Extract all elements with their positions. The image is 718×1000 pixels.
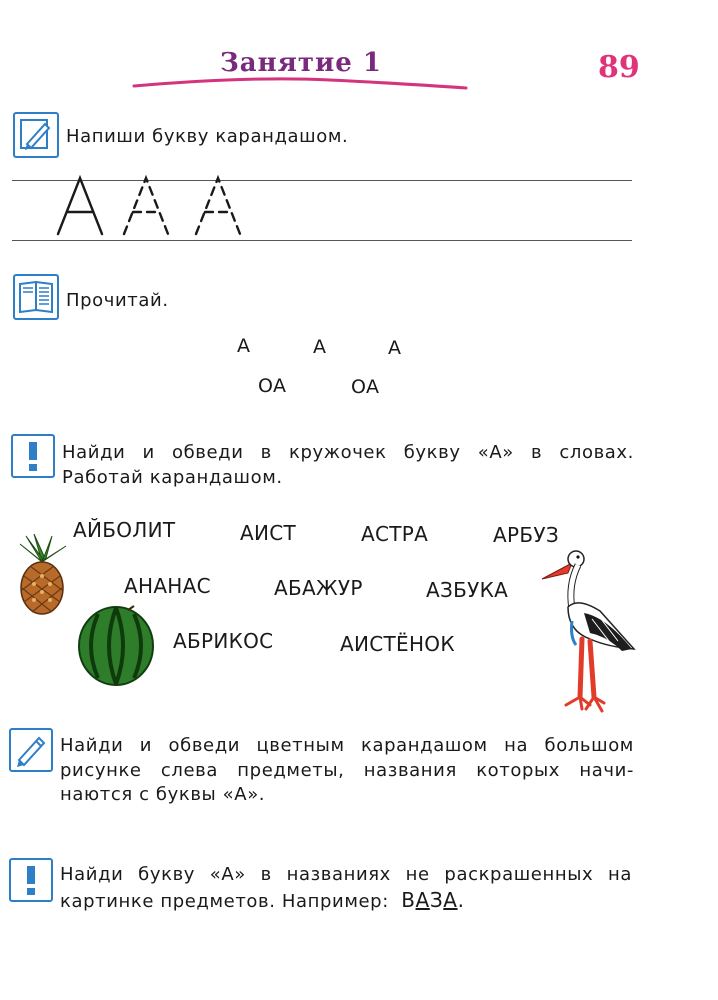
word-aist: АИСТ	[240, 521, 297, 545]
task-4-instruction-line-2: рисунке слева предметы, названия которых начи-	[60, 760, 634, 781]
task-4-instruction-line-3: наются с буквы «А».	[60, 784, 266, 805]
exclamation-icon	[11, 434, 55, 478]
open-book-icon	[13, 274, 59, 320]
example-period: .	[457, 888, 465, 912]
word-abazhur: АБАЖУР	[274, 576, 363, 600]
example-letter: В	[401, 888, 416, 912]
word-aibolit: АЙБОЛИТ	[73, 518, 176, 542]
example-letter: З	[429, 888, 444, 912]
reading-letter: А	[237, 335, 250, 357]
reading-syllable: ОА	[351, 376, 379, 398]
word-azbuka: АЗБУКА	[426, 578, 509, 602]
example-letter-a-underlined: А	[415, 888, 430, 912]
lesson-title: Занятие 1	[220, 48, 382, 78]
letter-a-writing-sample	[50, 172, 260, 238]
task-3-instruction-line-1: Найди и обведи в кружочек букву «А» в словах.	[62, 442, 634, 463]
word-astra: АСТРА	[361, 522, 429, 546]
pencil-icon	[9, 728, 53, 772]
word-arbuz: АРБУЗ	[493, 523, 559, 547]
watermelon-icon	[76, 604, 156, 688]
writing-line-bottom	[12, 240, 632, 241]
task-5-instruction-line-1: Найди букву «А» в названиях не раскрашенных на	[60, 864, 632, 885]
pencil-in-square-icon	[13, 112, 59, 158]
word-ananas: АНАНАС	[124, 574, 211, 598]
stork-icon	[538, 545, 638, 715]
page-number: 89	[598, 50, 640, 85]
title-underline-swash	[130, 74, 470, 94]
task-1-instruction: Напиши букву карандашом.	[66, 126, 349, 147]
word-aistyonok: АИСТЁНОК	[340, 632, 455, 656]
task-3-instruction-line-2: Работай карандашом.	[62, 467, 283, 488]
example-letter-a-underlined: А	[443, 888, 458, 912]
task-4-instruction-line-1: Найди и обведи цветным карандашом на большом	[60, 735, 634, 756]
reading-syllable: ОА	[258, 375, 286, 397]
pineapple-icon	[12, 532, 72, 616]
task-5-line-2-text: картинке предметов. Например:	[60, 891, 389, 912]
task-2-instruction: Прочитай.	[66, 290, 169, 311]
word-abrikos: АБРИКОС	[173, 629, 274, 653]
example-word-vaza	[401, 888, 464, 912]
reading-letter: А	[388, 337, 401, 359]
reading-letter: А	[313, 336, 326, 358]
exclamation-icon	[9, 858, 53, 902]
task-5-instruction-line-2	[60, 887, 465, 915]
